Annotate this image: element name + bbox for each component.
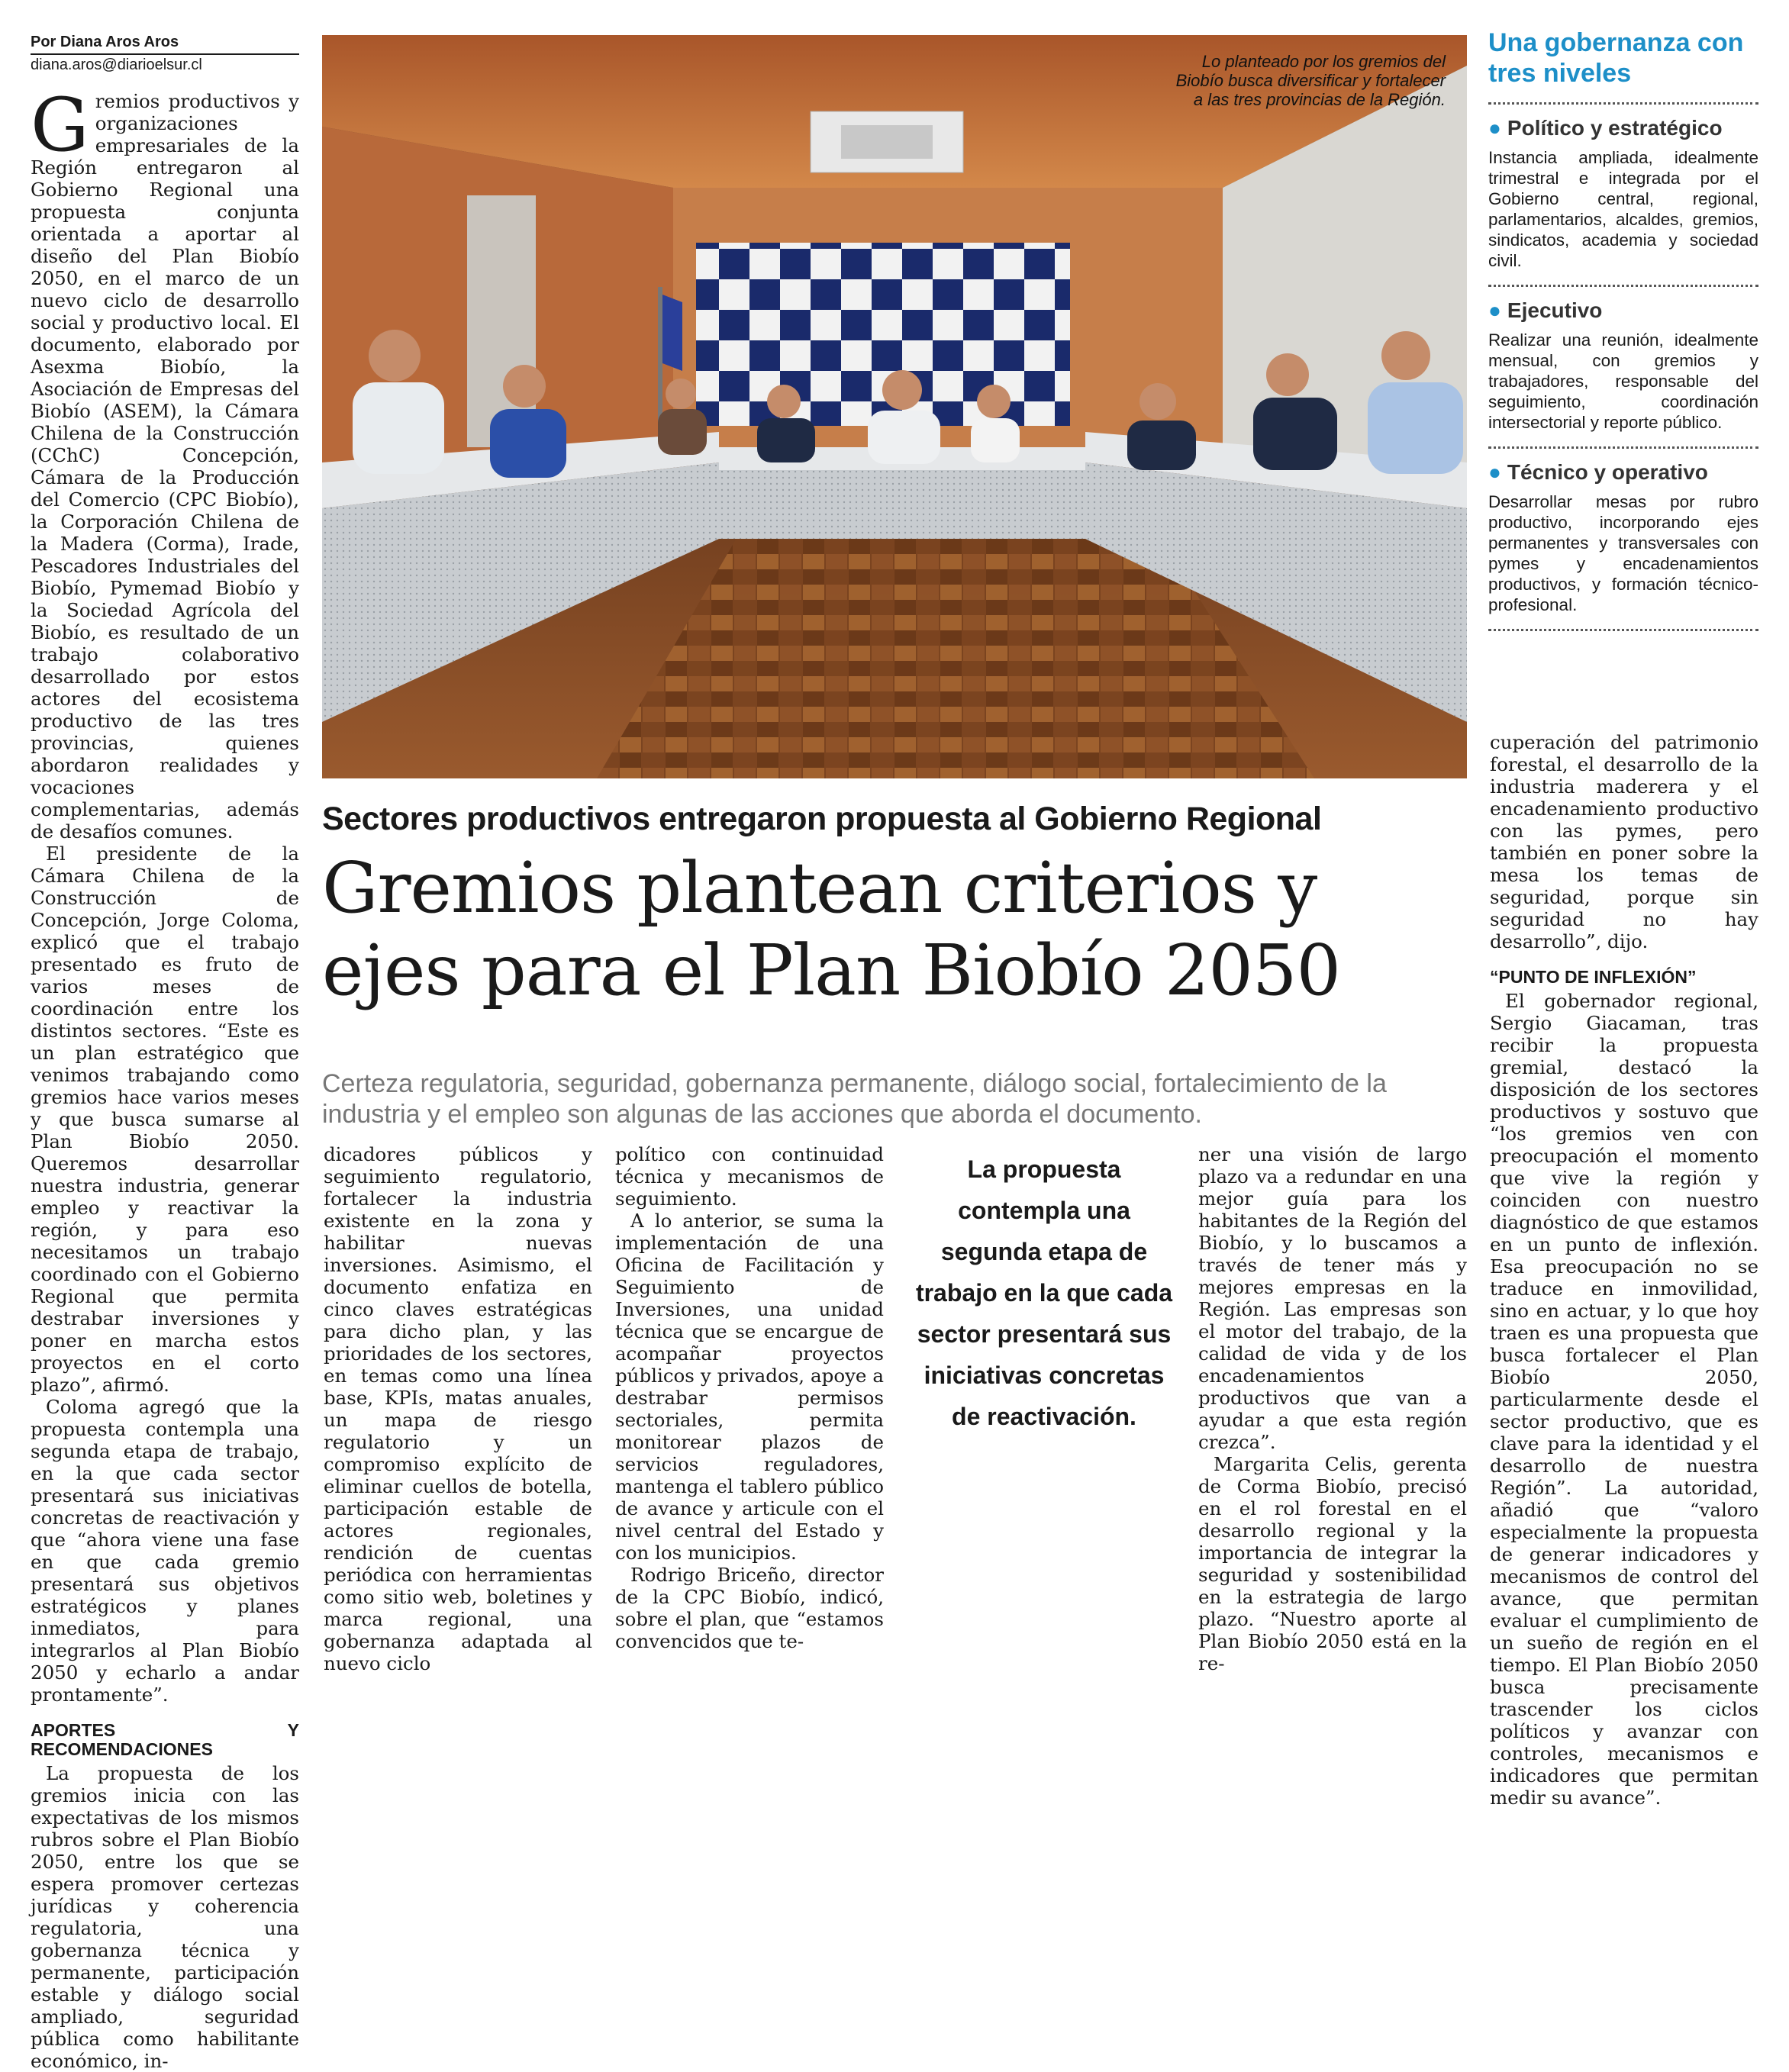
author-name: Por Diana Aros Aros bbox=[31, 32, 299, 55]
paragraph: A lo anterior, se suma la implementación de una Oficina de Facilitación y Seguimiento de Inversiones, una unidad técnica que se encargue de acompañar proyectos públicos y privados, apoye a destrabar permisos sectoriales, permita monitorear plazos de servicios reguladores, mantenga el tablero público de avance y articule con el nivel central del Estado y con los municipios. bbox=[615, 1210, 884, 1564]
paragraph: cuperación del patrimonio forestal, el desarrollo de la industria maderera y el encadenamiento productivo con las pymes, pero también en poner sobre la mesa los temas de seguridad, porque sin seguridad no hay desarrollo”, dijo. bbox=[1490, 731, 1758, 952]
level-text-ejecutivo: Realizar una reunión, idealmente mensual, con gremios y trabajadores, responsable del seguimiento, coordinación intersectorial y reporte público. bbox=[1488, 330, 1758, 432]
bullet-icon: ● bbox=[1488, 460, 1501, 484]
body-column-3 bbox=[615, 1143, 884, 1652]
kicker: Sectores productivos entregaron propuesta al Gobierno Regional bbox=[322, 801, 1322, 837]
paragraph: La propuesta de los gremios inicia con las expectativas de los mismos rubros sobre el Plan Biobío 2050, entre los que se espera promover certezas jurídicas y coherencia regulatoria, una gobernanza técnica y permanente, participación estable y diálogo social ampliado, seguridad pública como habilitante económico, in- bbox=[31, 1762, 299, 2072]
divider bbox=[1488, 446, 1758, 449]
meeting-room-illustration bbox=[322, 35, 1467, 778]
level-text-politico: Instancia ampliada, idealmente trimestral e integrada por el Gobierno central, regional, parlamentarios, alcaldes, gremios, sindicatos, academia y sociedad civil. bbox=[1488, 148, 1758, 270]
paragraph: ner una visión de largo plazo va a redundar en una mejor guía para los habitantes de la Región del Biobío, y lo buscamos a través de tener más y mejores empresas en la Región. Las empresas son el motor del trabajo, de la calidad de vida y de los encadenamientos productivos que van a ayudar a que esta región crezca”. bbox=[1198, 1143, 1467, 1453]
paragraph: dicadores públicos y seguimiento regulatorio, fortalecer la industria existente en la zona y habilitar nuevas inversiones. Asimismo, el documento enfatiza en cinco claves estratégicas para dicho plan, y las prioridades de los sectores, en temas como una línea base, KPIs, matas anuales, un mapa de riesgo regulatorio y un compromiso explícito de eliminar cuellos de botella, participación estable de actores regionales, rendición de cuentas periódica con herramientas como sitio web, boletines y marca regional, una gobernanza adaptada al nuevo ciclo bbox=[324, 1143, 592, 1674]
bullet-icon: ● bbox=[1488, 298, 1501, 322]
body-column-1 bbox=[31, 82, 299, 2072]
photo-caption: Lo planteado por los gremios del Biobío busca diversificar y fortalecer a las tres provincias de la Región. bbox=[1175, 52, 1446, 109]
level-heading-politico: ● Político y estratégico bbox=[1488, 116, 1723, 140]
bullet-icon: ● bbox=[1488, 116, 1501, 140]
paragraph: Margarita Celis, gerenta de Corma Biobío, precisó en el rol forestal en el desarrollo regional y la importancia de integrar la seguridad y sostenibilidad en la estrategia de largo plazo. “Nuestro aporte al Plan Biobío 2050 está en la re- bbox=[1198, 1453, 1467, 1674]
divider bbox=[1488, 102, 1758, 105]
drop-cap: G bbox=[31, 82, 89, 168]
byline bbox=[31, 32, 299, 75]
divider bbox=[1488, 629, 1758, 631]
paragraph: El presidente de la Cámara Chilena de la Construcción de Concepción, Jorge Coloma, explicó que el trabajo presentado es fruto de varios meses de coordinación entre los distintos sectores. “Este es un plan estratégico que venimos trabajando como gremios hace varios meses y que busca sumarse al Plan Biobío 2050. Queremos desarrollar nuestra industria, generar empleo y reactivar la región, y para eso necesitamos un trabajo coordinado con el Gobierno Regional que permita destrabar inversiones y poner en marcha estos proyectos en el corto plazo”, afirmó. bbox=[31, 843, 299, 1396]
paragraph: Gremios productivos y organizaciones empresariales de la Región entregaron al Gobierno Regional una propuesta conjunta orientada a aportar al diseño del Plan Biobío 2050, en el marco de un nuevo ciclo de desarrollo social y productivo local. El documento, elaborado por Asexma Biobío, la Asociación de Empresas del Biobío (ASEM), la Cámara Chilena de la Construcción (CChC) Concepción, Cámara de la Producción del Comercio (CPC Biobío), la Corporación Chilena de la Madera (Corma), Irade, Pescadores Industriales del Biobío, Pymemad Biobío y la Sociedad Agrícola del Biobío, es resultado de un trabajo colaborativo desarrollado por estos actores del ecosistema productivo de las tres provincias, quienes abordaron realidades y vocaciones complementarias, además de desafíos comunes. bbox=[31, 82, 299, 843]
sidebar-title: Una gobernanza con tres niveles bbox=[1488, 28, 1744, 88]
headline: Gremios plantean criterios y ejes para el Plan Biobío 2050 bbox=[322, 847, 1340, 1011]
author-email[interactable]: diana.aros@diarioelsur.cl bbox=[31, 56, 202, 73]
level-heading-tecnico: ● Técnico y operativo bbox=[1488, 460, 1708, 484]
paragraph: político con continuidad técnica y mecanismos de seguimiento. bbox=[615, 1143, 884, 1210]
body-column-5 bbox=[1490, 731, 1758, 1809]
deck: Certeza regulatoria, seguridad, gobernanza permanente, diálogo social, fortalecimiento de la industria y el empleo son algunas de las acciones que aborda el documento. bbox=[322, 1069, 1387, 1129]
governance-sidebar bbox=[1488, 27, 1758, 642]
body-column-2 bbox=[324, 1143, 592, 1674]
paragraph: El gobernador regional, Sergio Giacaman, tras recibir la propuesta gremial, destacó la disposición de los sectores productivos y sostuvo que “los gremios ven con preocupación el momento que vive la región y coinciden con nuestro diagnóstico de que estamos en un punto de inflexión. Esa preocupación no se traduce en inmovilidad, sino en actuar, y lo que hoy traen es una propuesta que busca fortalecer el Plan Biobío 2050, particularmente desde el sector productivo, que es clave para la identidad y el desarrollo de nuestra Región”. La autoridad, añadió que “valoro especialmente la propuesta de generar indicadores y mecanismos de control del avance, que permitan evaluar el cumplimiento de un sueño de región en el tiempo. El Plan Biobío 2050 busca precisamente trascender los ciclos políticos y avanzar con controles, mecanismos e indicadores que permitan medir su avance”. bbox=[1490, 990, 1758, 1809]
level-text-tecnico: Desarrollar mesas por rubro productivo, incorporando ejes permanentes y transversales con pymes y encadenamientos productivos, y formación técnico-profesional. bbox=[1488, 492, 1758, 614]
paragraph: Coloma agregó que la propuesta contempla una segunda etapa de trabajo, en la que cada sector presentará sus iniciativas concretas de reactivación y que “ahora viene una fase en que cada gremio presentará sus objetivos estratégicos y planes inmediatos, para integrarlos al Plan Biobío 2050 y echarlo a andar prontamente”. bbox=[31, 1396, 299, 1706]
paragraph: Rodrigo Briceño, director de la CPC Biobío, indicó, sobre el plan, que “estamos convencidos que te- bbox=[615, 1564, 884, 1652]
level-heading-ejecutivo: ● Ejecutivo bbox=[1488, 298, 1603, 322]
pull-quote: La propuesta contempla una segunda etapa de trabajo en la que cada sector presentará sus iniciativas concretas de reactivación. bbox=[915, 1155, 1173, 1430]
subheading-punto-inflexion: “PUNTO DE INFLEXIÓN” bbox=[1490, 967, 1697, 987]
meeting-photo bbox=[322, 35, 1467, 778]
body-column-4 bbox=[1198, 1143, 1467, 1674]
subheading-aportes: APORTES Y RECOMENDACIONES bbox=[31, 1720, 299, 1759]
divider bbox=[1488, 285, 1758, 287]
